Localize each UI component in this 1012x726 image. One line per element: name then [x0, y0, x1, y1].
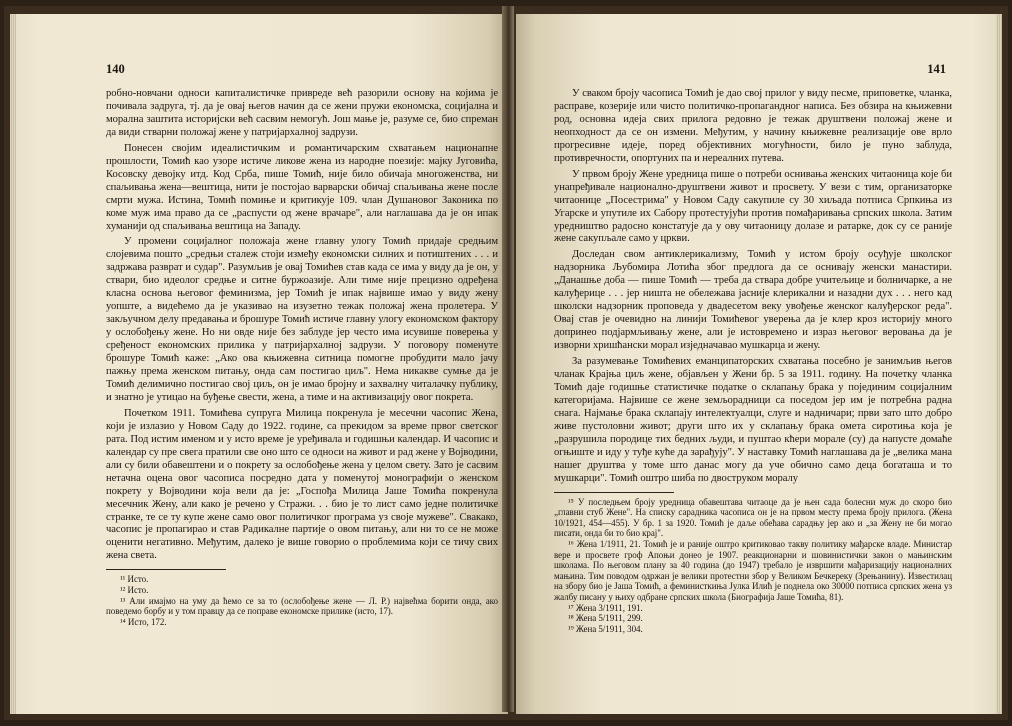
page-edge: [996, 14, 1002, 714]
footnote: ¹⁹ Жена 5/1911, 304.: [568, 623, 643, 634]
footnote: ¹⁴ Исто, 172.: [120, 616, 167, 627]
paragraph: У промени социјалног положаја жене главну улогу Томић придаје средњим слојевима пошто „средњи сталеж стоји између економски силних и потиштених . . . и задржава разврат и судар". Разумљив је овај Томићев став када се има у виду да је он, у ствари, био идеолог средње и ситне буржоазије. Али тиме није прецизно одређена класна основа његовог феминизма, јер Томић је ипак највише имао у виду жену уопште, а видећемо да је указивао на изузетно тежак положај жена пролетера. У закључном делу предавања и брошуре Томић истиче главну улогу економском фактору у ослобођењу жене. Но ни овде није без заблуде јер често има исувише поверења у сређеност економских прилика у патријархалној задрузи. У поговору поменуте брошуре Томић каже: „Ако ова књижевна ситница помогне пробудити мало јачу пажњу према женском питању, онда сам постигао циљ". Нема никакве сумње да је Томић делимично постигао свој циљ, он је имао бројну и захвалну читалачку публику, и знатно је утицао на буђење свести, жена, а тиме и на активизацију овог покрета.: [106, 236, 498, 403]
page-edge: [10, 14, 16, 714]
footnotes: [106, 574, 498, 627]
footnote: ¹³ Али имајмо на уму да ћемо се за то (ослобођење жене — Л. Р.) највећма борити онда, ако поведемо борбу и у том правцу да се поправе економске прилике (исто, 17).: [106, 595, 498, 617]
footnote-separator: [554, 492, 674, 493]
footnote: ¹⁵ У последњем броју уредница обавештава читаоце да је њен сада болесни муж до скоро био „главни стуб Жене". На списку сарадника часописа он је на првом месту према броју прилога. (Жена 10/1921, 454—455). У бр. 1 за 1920. Томић је даље обећава сарадњу јер ако и „за Жену не би могао писати, онда би то био крај".: [554, 496, 952, 539]
footnote: ¹² Исто.: [120, 584, 149, 595]
left-page: [10, 14, 508, 714]
paragraph: У сваком броју часописа Томић је дао свој прилог у виду песме, приповетке, чланка, расправе, козерије или чисто политичко-пропагандног написа. Без обзира на књижевни род, основна идеја свих прилога редовно је тежак друштвени положај жене и неопходност да се он измени. Међутим, у начину књижевне реализације ове врло прогресивне идеје, поред објективних могућности, било је пуно заблуда, противречности, опортуних па и нереалних путева.: [554, 88, 952, 164]
footnote: ¹¹ Исто.: [120, 574, 149, 585]
paragraph: робно-новчани односи капиталистичке привреде већ разорили основу на којима је почивала задруга, тј. да је овај његов начин да се жени пружи економска, социјална и морална заштита историјски већ сасвим немогућ. Још мање је, разуме се, био спреман да види стварни положај жене у патријархалној задрузи.: [106, 88, 498, 138]
paragraph: У првом броју Жене уредница пише о потреби оснивања женских читаоница које би унапређивале национално-друштвени живот и просвету. У вези с тим, организаторке читаонице „Посестрима" у Новом Саду сакупиле су 30 хиљада потписа Српкиња из Угарске и упутиле их Сабору протестујући против помађаривања српских школа. Затим уредништво радосно констатује да у ову читаоницу долазе и ратарке, док су се раније жене сакупљале само у цркви.: [554, 168, 952, 245]
footnote: ¹⁸ Жена 5/1911, 299.: [568, 613, 643, 624]
paragraph: За разумевање Томићевих еманципаторских схватања посебно је занимљив његов чланак Крајња циљ жене, објављен у Жени бр. 5 за 1911. годину. На почетку чланка Томић даје годишње статистичке податке о склапању брака у појединим социјалним категоријама. Највише се жене земљорадници са поседом јер им је потребна радна снага. Најмање брака склапају интелектуалци, слуге и надничари; први зато што добро живе пустоловни живот; други што их у склапању брака омета сиротиња која је „разрушила породице тих бедних људи, и пуштао кћери морале (су) да напусте домаће огњиште и иду у туђе куће да зарађују". У наставку Томић наглашава да је „велика мана нашег друштва у томе што данас могу да уче обично само деца богаташа и то мушкарци". Томић оштро шиба по двоструком моралу: [554, 356, 952, 484]
paragraph: Понесен својим идеалистичким и романтичарским схватањем национапне прошлости, Томић као узоре истиче ликове жена из народне поезије: мајку Југовића, Косовску девојку итд. Код Срба, пише Томић, није било обичаја многоженства, ни спаљивања жена—вештица, нити је постојао варварски обичај спаљивања жене после смрти мужа. Истина, Томић помиње и критикује 109. члан Душановог Законика по коме муж има право да се „распусти од жене врачаре", али наглашава да је он ипак хуманији од спаљивања вештица на Западу.: [106, 142, 498, 232]
book-gutter: [502, 6, 514, 712]
page-number: 141: [927, 62, 946, 76]
footnote-separator: [106, 569, 226, 570]
footnote: ¹⁷ Жена 3/1911, 191.: [568, 602, 643, 613]
page-number: 140: [106, 62, 125, 76]
footnote: ¹⁶ Жена 1/1911, 21. Томић је и раније оштро критиковао такву политику мађарске владе. Министар вере и просвете гроф Апоњи донео је 1907. реакционарни и шовинистички закон о мањинским школама. По његовом плану за 40 година (до 1947) требало је извршити мађаризацију националних мањина. Тим поводом одржан је велики протестни збор у Великом Бечкереку (Зрењанину). Известилац на збору био је Јаша Томић, а феминисткиња Јулка Илић је поднела око 30000 потписа српских жена уз жалбу писану у њиху одбране српских школа (Биографија Јаше Томића, 81).: [554, 538, 952, 602]
right-page: [516, 14, 1002, 714]
paragraph: Доследан свом антиклерикализму, Томић у истом броју осуђује школског надзорника Љубомира Лотића због предлога да се оснивају женски манастири. „Данашње доба — пише Томић — треба да ствара добре учитељице и болничарке, а не калуђерице . . . јер ништа не обележава јасније клерикални и назадни дух . . . него кад школски надзорник проповеда у двадесетом веку увођење женског калуђерског реда". Овај став је очевидно на линији Томићевог уверења да је клер кроз историју много допринео подјармљивању жене, али је истовремено и израз његовог веровања да је изворни хришћански морал изједначавао мушкарца и жену.: [554, 249, 952, 352]
footnotes: [554, 497, 952, 635]
paragraph: Почетком 1911. Томићева супруга Милица покренула је месечни часопис Жена, који је излазио у Новом Саду до 1922. године, са прекидом за време првог светског рата. Под истим именом и у исто време је уређивала и годишњи календар. И часопис и календар су пре свега пратили све оно што се односи на живот и рад жене у Војводини, али су били обавештени и о покрету за ослобођење жена у целом свету. Зато је сасвим нетачна оцена овог часописа посредно дата у поменутој монографији о женском покрету у Војводини која вели да је: „Госпођа Милица Јаше Томића покренула месечник Жену, али како је речено у Стражи. . . био је то лист само једне политичке странке, те се ту купе жене само овог политичког програма уз своје мужеве". Свакако, часопис је пропагирао и став Радикалне партије о овом питању, али ни то се не може оценити негативно. Међутим, далеко је више говорио о проблемима који се тичу свих жена света.: [106, 407, 498, 562]
page-body: [106, 88, 498, 627]
page-body: [554, 88, 952, 634]
